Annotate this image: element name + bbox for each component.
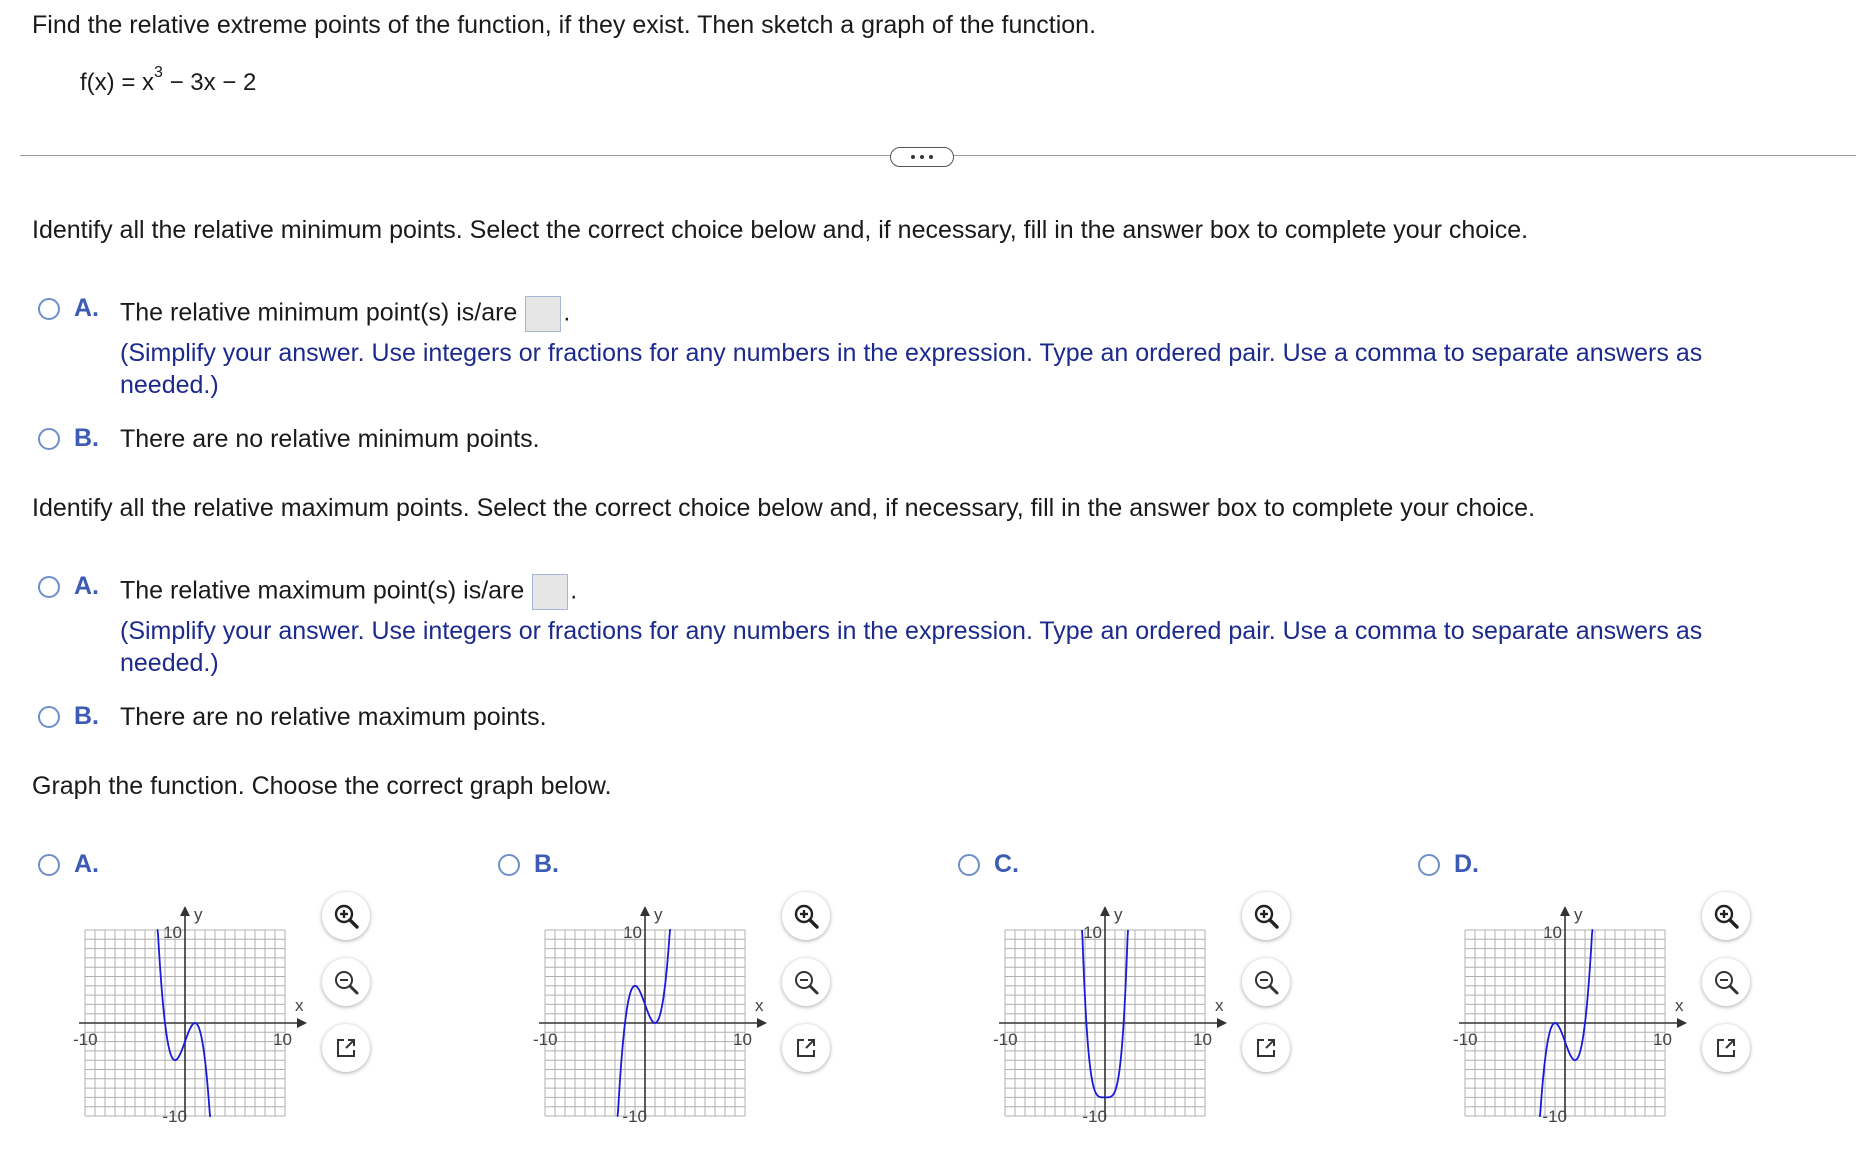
min-choice-a-hint: (Simplify your answer. Use integers or fractions for any numbers in the expression. Type an ordered pair. Use a comma to separate answers as needed.)	[120, 339, 1703, 399]
x-axis-arrow	[297, 1018, 307, 1028]
min-prompt: Identify all the relative minimum points. Select the correct choice below and, if necessary, fill in the answer box to complete your choice.	[32, 216, 1529, 244]
graph-option-c-plot[interactable]	[980, 895, 1240, 1125]
graph-option-a-zoom-out-button[interactable]	[322, 958, 370, 1006]
y-axis-arrow	[640, 906, 650, 916]
graph-option-b-popout-button[interactable]	[782, 1024, 830, 1072]
graph-option-b-zoom-in-button[interactable]	[782, 892, 830, 940]
zoom-out-icon	[1712, 968, 1740, 996]
x-axis-arrow	[757, 1018, 767, 1028]
max-choice-b-radio[interactable]	[38, 706, 60, 728]
x-axis-label: x	[1215, 996, 1224, 1015]
x-axis-arrow	[1217, 1018, 1227, 1028]
tick-label-bottom: -10	[1082, 1107, 1107, 1125]
divider-left	[20, 155, 890, 156]
y-axis-arrow	[1100, 906, 1110, 916]
graph-option-a-radio[interactable]	[38, 854, 60, 876]
popout-icon	[1713, 1035, 1739, 1061]
graph-option-d-radio[interactable]	[1418, 854, 1440, 876]
graph-option-c-zoom-in-button[interactable]	[1242, 892, 1290, 940]
tick-label-top: 10	[623, 923, 642, 942]
tick-label-top: 10	[1543, 923, 1562, 942]
y-axis-arrow	[180, 906, 190, 916]
min-choice-b-letter: B.	[74, 424, 99, 452]
zoom-in-icon	[1252, 902, 1280, 930]
graph-prompt: Graph the function. Choose the correct graph below.	[32, 772, 612, 800]
max-answer-input[interactable]	[532, 574, 568, 610]
y-axis-label: y	[654, 905, 663, 924]
tick-label-left: -10	[533, 1030, 558, 1049]
graph-option-b-zoom-out-button[interactable]	[782, 958, 830, 1006]
min-choice-a-row: The relative minimum point(s) is/are .	[120, 296, 570, 332]
graph-option-d-zoom-out-button[interactable]	[1702, 958, 1750, 1006]
max-choice-a-row: The relative maximum point(s) is/are .	[120, 574, 577, 610]
y-axis-label: y	[1114, 905, 1123, 924]
graph-option-b-plot[interactable]	[520, 895, 780, 1125]
min-choice-b-text: There are no relative minimum points.	[120, 425, 540, 453]
max-choice-a-text: The relative maximum point(s) is/are	[120, 576, 525, 605]
graph-option-b-letter: B.	[534, 850, 559, 878]
graph-option-d-plot[interactable]	[1440, 895, 1700, 1125]
graph-option-c-letter: C.	[994, 850, 1019, 878]
y-axis-label: y	[194, 905, 203, 924]
expand-dots-button[interactable]	[890, 147, 954, 167]
tick-label-bottom: -10	[162, 1107, 187, 1125]
graph-option-a-zoom-in-button[interactable]	[322, 892, 370, 940]
zoom-out-icon	[792, 968, 820, 996]
x-axis-label: x	[755, 996, 764, 1015]
zoom-out-icon	[332, 968, 360, 996]
x-axis-label: x	[1675, 996, 1684, 1015]
tick-label-right: 10	[1193, 1030, 1212, 1049]
tick-label-left: -10	[73, 1030, 98, 1049]
y-axis-arrow	[1560, 906, 1570, 916]
graph-option-a-plot[interactable]	[60, 895, 320, 1125]
question-instruction: Find the relative extreme points of the function, if they exist. Then sketch a graph of the function.	[32, 11, 1097, 39]
tick-label-bottom: -10	[1542, 1107, 1567, 1125]
min-choice-a-text: The relative minimum point(s) is/are	[120, 298, 518, 327]
zoom-in-icon	[332, 902, 360, 930]
zoom-out-icon	[1252, 968, 1280, 996]
min-choice-a-radio[interactable]	[38, 298, 60, 320]
popout-icon	[333, 1035, 359, 1061]
function-expression	[80, 64, 257, 97]
max-choice-a-radio[interactable]	[38, 576, 60, 598]
zoom-in-icon	[792, 902, 820, 930]
graph-option-d-zoom-in-button[interactable]	[1702, 892, 1750, 940]
graph-option-c-popout-button[interactable]	[1242, 1024, 1290, 1072]
tick-label-left: -10	[993, 1030, 1018, 1049]
popout-icon	[793, 1035, 819, 1061]
graph-option-d-letter: D.	[1454, 850, 1479, 878]
tick-label-right: 10	[1653, 1030, 1672, 1049]
graph-option-c-zoom-out-button[interactable]	[1242, 958, 1290, 1006]
tick-label-top: 10	[1083, 923, 1102, 942]
x-axis-arrow	[1677, 1018, 1687, 1028]
tick-label-right: 10	[733, 1030, 752, 1049]
graph-option-c-radio[interactable]	[958, 854, 980, 876]
tick-label-right: 10	[273, 1030, 292, 1049]
graph-option-a-popout-button[interactable]	[322, 1024, 370, 1072]
min-choice-a-letter: A.	[74, 294, 99, 322]
graph-option-d-popout-button[interactable]	[1702, 1024, 1750, 1072]
max-choice-b-text: There are no relative maximum points.	[120, 703, 547, 731]
zoom-in-icon	[1712, 902, 1740, 930]
popout-icon	[1253, 1035, 1279, 1061]
max-choice-a-hint: (Simplify your answer. Use integers or fractions for any numbers in the expression. Type an ordered pair. Use a comma to separate answers as needed.)	[120, 617, 1703, 677]
graph-option-a-letter: A.	[74, 850, 99, 878]
tick-label-bottom: -10	[622, 1107, 647, 1125]
max-choice-b-letter: B.	[74, 702, 99, 730]
min-choice-b-radio[interactable]	[38, 428, 60, 450]
tick-label-left: -10	[1453, 1030, 1478, 1049]
y-axis-label: y	[1574, 905, 1583, 924]
function-exponent: 3	[154, 64, 163, 81]
max-prompt: Identify all the relative maximum points. Select the correct choice below and, if necessary, fill in the answer box to complete your choice.	[32, 494, 1536, 522]
x-axis-label: x	[295, 996, 304, 1015]
function-rhs: − 3x − 2	[162, 69, 257, 96]
graph-option-b-radio[interactable]	[498, 854, 520, 876]
min-answer-input[interactable]	[525, 296, 561, 332]
tick-label-top: 10	[163, 923, 182, 942]
max-choice-a-letter: A.	[74, 572, 99, 600]
function-lhs: f(x) = x	[80, 69, 155, 96]
divider-right	[952, 155, 1856, 156]
